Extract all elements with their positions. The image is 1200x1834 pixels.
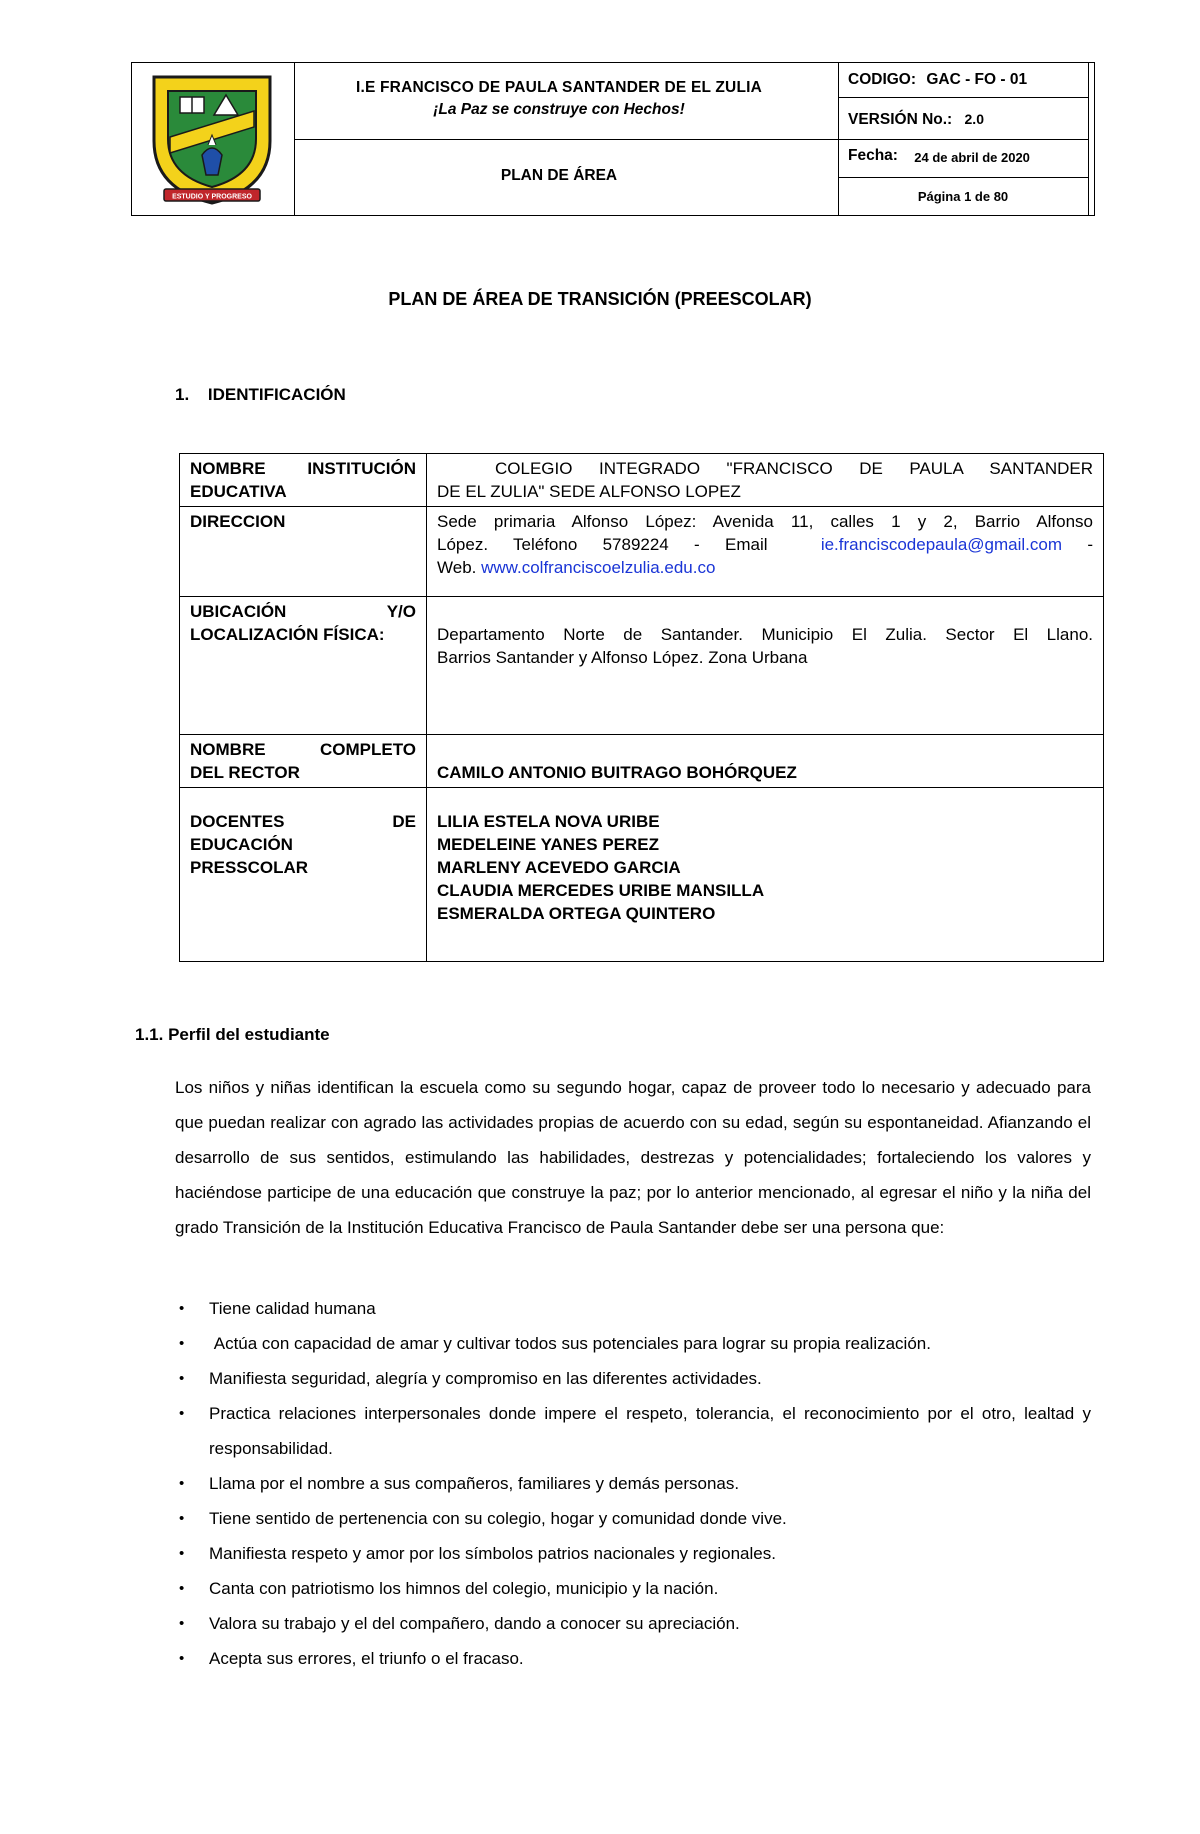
fecha-value: 24 de abril de 2020 [914, 150, 1030, 165]
direccion-key: DIRECCION [180, 507, 427, 597]
fecha-label: Fecha: [848, 147, 898, 164]
section-heading-perfil: 1.1. Perfil del estudiante [135, 1025, 330, 1044]
list-item-text: Acepta sus errores, el triunfo o el fracaso. [209, 1649, 524, 1668]
list-item-text: Tiene calidad humana [209, 1299, 376, 1318]
docentes-value [427, 788, 1104, 962]
bullet-icon: • [179, 1405, 185, 1422]
ubicacion-key [180, 597, 427, 735]
table-row [180, 735, 1104, 788]
section-heading-identificacion [175, 385, 346, 405]
document-title: PLAN DE ÁREA DE TRANSICIÓN (PREESCOLAR) [388, 289, 812, 309]
document-header [131, 62, 1095, 216]
rector-name: CAMILO ANTONIO BUITRAGO BOHÓRQUEZ [437, 763, 797, 782]
fecha-cell [848, 147, 1030, 165]
key-line: LOCALIZACIÓN FÍSICA: [190, 625, 385, 644]
address-text: López. Teléfono 5789224 - Email [437, 535, 768, 554]
codigo-cell [848, 71, 1027, 89]
key-line: PRESSCOLAR [190, 858, 309, 877]
list-item-text: Canta con patriotismo los himnos del colegio, municipio y la nación. [209, 1579, 719, 1598]
bullet-icon: • [179, 1580, 185, 1597]
header-divider [838, 177, 1088, 178]
list-item [175, 1606, 1091, 1641]
value-line: Sede primaria Alfonso López: Avenida 11, calles 1 y 2, Barrio Alfonso [437, 512, 1093, 531]
list-item [175, 1291, 1091, 1326]
key-word: DOCENTES [190, 812, 285, 831]
bullet-icon: • [179, 1300, 185, 1317]
version-cell [848, 111, 984, 129]
bullet-icon: • [179, 1615, 185, 1632]
value-line [437, 533, 1093, 556]
codigo-label: CODIGO: [848, 71, 917, 88]
docente-name: LILIA ESTELA NOVA URIBE [437, 812, 660, 831]
docente-name: MARLENY ACEVEDO GARCIA [437, 858, 681, 877]
header-divider [838, 139, 1088, 140]
logo-banner-text: ESTUDIO Y PROGRESO [172, 193, 252, 201]
bullet-icon: • [179, 1650, 185, 1667]
header-divider [838, 97, 1088, 98]
identification-table [179, 453, 1104, 962]
perfil-paragraph: Los niños y niñas identifican la escuela como su segundo hogar, capaz de proveer todo lo necesario y adecuado para que puedan realizar con agrado las actividades propias de acuerdo con su edad, según su espontaneidad. Afianzando el desarrollo de sus sentidos, estimulando las habilidades, destrezas y potencialidades; fortaleciendo los valores y haciéndose participe de una educación que construye la paz; por lo anterior mencionado, al egresar el niño y la niña del grado Transición de la Institución Educativa Francisco de Paula Santander debe ser una persona que: [175, 1078, 1091, 1237]
bullet-icon: • [179, 1475, 185, 1492]
school-name: I.E FRANCISCO DE PAULA SANTANDER DE EL ZULIA [355, 79, 763, 96]
institucion-value [427, 454, 1104, 507]
pagina-cell: Página 1 de 80 [917, 189, 1009, 204]
list-item [175, 1466, 1091, 1501]
docente-name: MEDELEINE YANES PEREZ [437, 835, 660, 854]
value-line: Departamento Norte de Santander. Municipio El Zulia. Sector El Llano. [437, 625, 1093, 644]
list-item-text: Manifiesta respeto y amor por los símbolos patrios nacionales y regionales. [209, 1544, 776, 1563]
list-item-text: Practica relaciones interpersonales donde impere el respeto, tolerancia, el reconocimiento por el otro, lealtad y responsabilidad. [209, 1404, 1091, 1458]
direccion-value [427, 507, 1104, 597]
value-line: COLEGIO INTEGRADO "FRANCISCO DE PAULA SANTANDER [495, 459, 1093, 478]
ubicacion-value [427, 597, 1104, 735]
key-word: UBICACIÓN [190, 602, 287, 621]
table-row [180, 507, 1104, 597]
plan-label: PLAN DE ÁREA [500, 167, 618, 184]
list-item-text: Actúa con capacidad de amar y cultivar todos sus potenciales para lograr su propia realización. [209, 1334, 931, 1353]
section-number: 1. [175, 385, 190, 404]
list-item [175, 1501, 1091, 1536]
table-row [180, 597, 1104, 735]
bullet-icon: • [179, 1510, 185, 1527]
key-line: EDUCACIÓN [190, 835, 293, 854]
rector-value [427, 735, 1104, 788]
list-item [175, 1571, 1091, 1606]
section-label: IDENTIFICACIÓN [207, 385, 346, 404]
table-row [180, 788, 1104, 962]
institucion-key [180, 454, 427, 507]
version-value: 2.0 [964, 111, 984, 127]
key-word: DE [392, 812, 416, 831]
dash-text: - [1087, 535, 1093, 554]
key-line: EDUCATIVA [190, 482, 287, 501]
list-item-text: Llama por el nombre a sus compañeros, familiares y demás personas. [209, 1474, 740, 1493]
key-word: COMPLETO [319, 740, 416, 759]
key-line: NOMBRE INSTITUCIÓN [190, 459, 416, 478]
bullet-icon: • [179, 1545, 185, 1562]
email-link[interactable]: ie.franciscodepaula@gmail.com [820, 535, 1063, 554]
key-line: DEL RECTOR [190, 763, 300, 782]
key-line [190, 738, 416, 761]
table-row [180, 454, 1104, 507]
school-motto: ¡La Paz se construye con Hechos! [433, 101, 685, 118]
web-label: Web. [437, 558, 477, 577]
bullet-icon: • [179, 1335, 185, 1352]
value-line [437, 558, 715, 577]
key-line [190, 810, 416, 833]
header-divider [294, 139, 838, 140]
list-item [175, 1396, 1091, 1466]
docente-name: CLAUDIA MERCEDES URIBE MANSILLA [437, 881, 765, 900]
version-label: VERSIÓN No.: [848, 111, 953, 128]
list-item-text: Manifiesta seguridad, alegría y compromiso en las diferentes actividades. [209, 1369, 762, 1388]
docentes-key [180, 788, 427, 962]
list-item [175, 1641, 1091, 1676]
school-logo-icon [146, 71, 278, 207]
value-line: DE EL ZULIA" SEDE ALFONSO LOPEZ [437, 482, 741, 501]
key-line [190, 600, 416, 623]
value-line: Barrios Santander y Alfonso López. Zona Urbana [437, 648, 808, 667]
list-item-text: Tiene sentido de pertenencia con su colegio, hogar y comunidad donde vive. [209, 1509, 787, 1528]
codigo-value: GAC - FO - 01 [926, 71, 1028, 88]
key-word: Y/O [386, 602, 416, 621]
docente-name: ESMERALDA ORTEGA QUINTERO [437, 904, 716, 923]
list-item [175, 1361, 1091, 1396]
bullet-icon: • [179, 1370, 185, 1387]
key-word: NOMBRE [190, 740, 266, 759]
list-item [175, 1326, 1091, 1361]
header-divider [1088, 63, 1089, 215]
list-item [175, 1536, 1091, 1571]
traits-list [175, 1291, 1091, 1676]
web-link[interactable]: www.colfranciscoelzulia.edu.co [481, 558, 716, 577]
rector-key [180, 735, 427, 788]
list-item-text: Valora su trabajo y el del compañero, dando a conocer su apreciación. [209, 1614, 740, 1633]
